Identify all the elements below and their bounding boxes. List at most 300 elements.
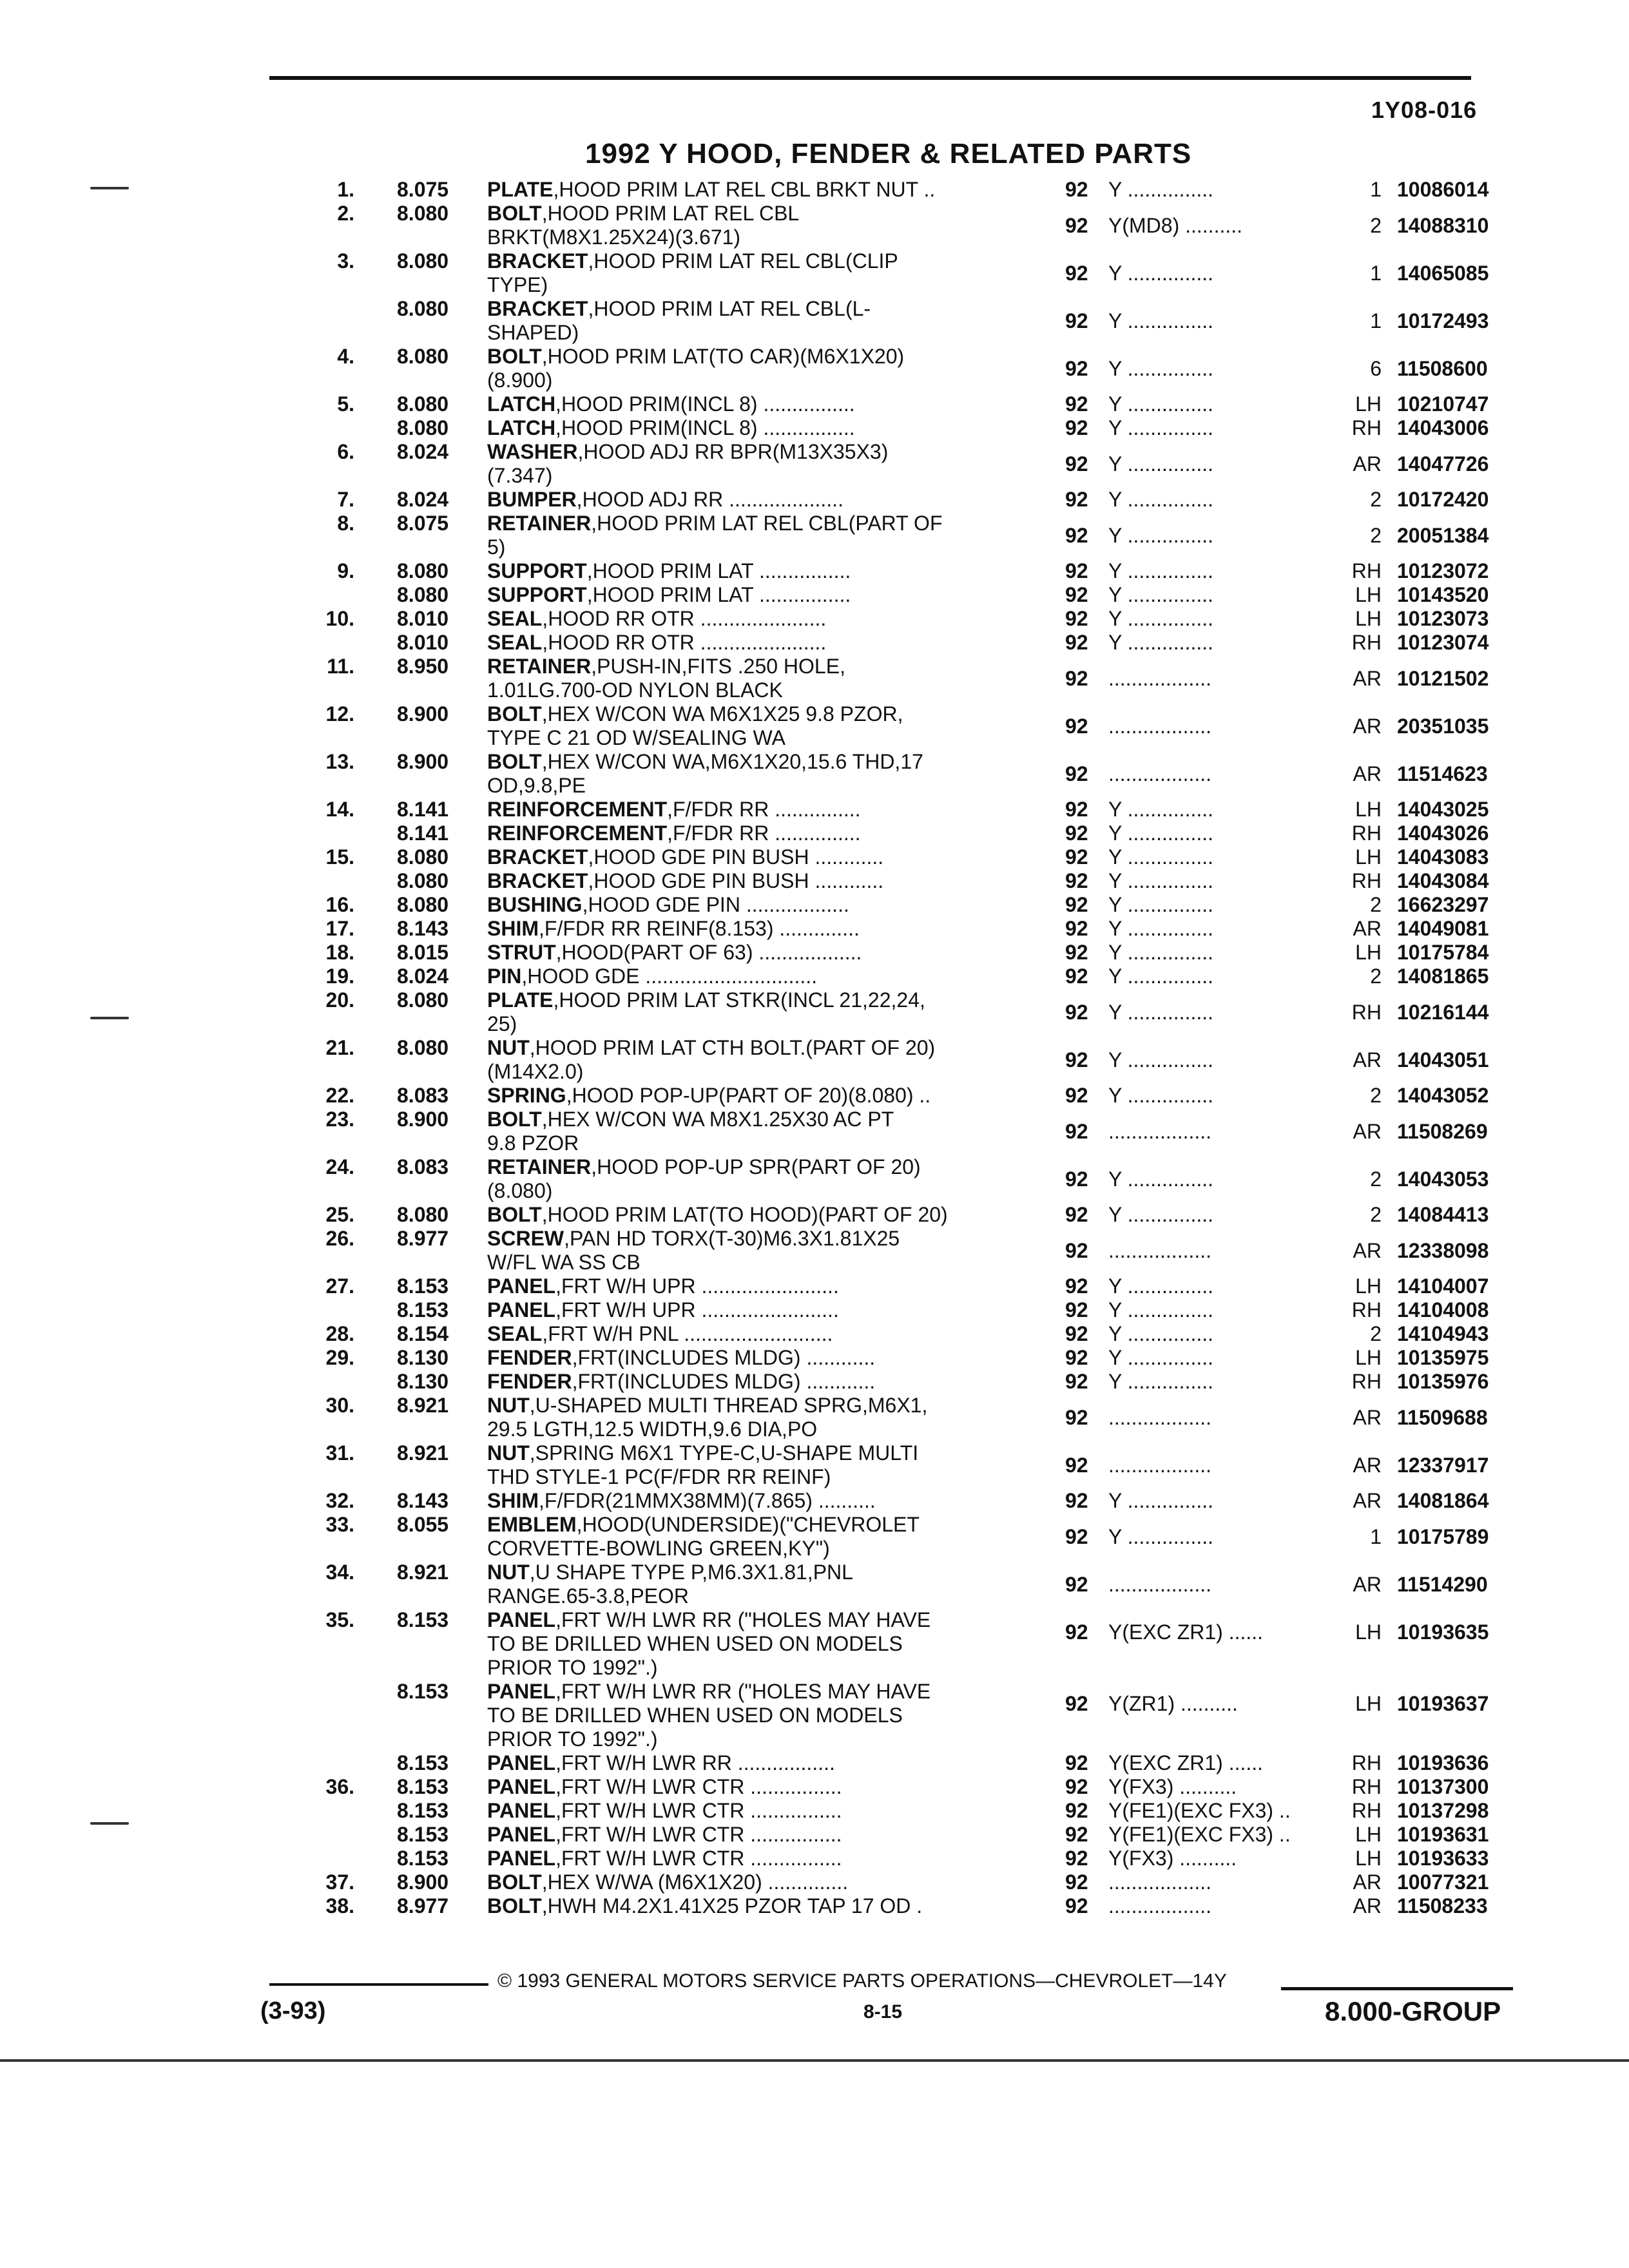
model-code: .................. — [1108, 1572, 1212, 1596]
parts-row — [0, 1203, 1629, 1227]
item-number: 5. — [337, 392, 354, 416]
part-description — [487, 1608, 1041, 1632]
model-year: 92 — [1065, 583, 1088, 606]
parts-row — [0, 750, 1629, 798]
model-code: Y ............... — [1108, 1322, 1214, 1345]
parts-row — [0, 965, 1629, 988]
model-year: 92 — [1065, 822, 1088, 845]
part-number: 11508233 — [1397, 1894, 1488, 1917]
item-number: 36. — [325, 1775, 354, 1798]
part-description — [487, 1108, 1041, 1131]
footer-rule-right — [1281, 1987, 1513, 1990]
item-number: 4. — [337, 345, 354, 368]
quantity: LH — [1355, 583, 1382, 606]
part-number: 10135975 — [1397, 1346, 1489, 1369]
model-code: Y ............... — [1108, 1346, 1214, 1369]
illustration-ref: 8.921 — [397, 1561, 449, 1584]
part-number: 10135976 — [1397, 1370, 1489, 1393]
part-detail: ,HEX W/WA (M6X1X20) .............. — [541, 1870, 849, 1894]
part-number: 14081864 — [1397, 1489, 1489, 1512]
illustration-ref: 8.015 — [397, 941, 449, 964]
part-name: SUPPORT — [487, 583, 587, 606]
part-number: 14049081 — [1397, 917, 1489, 940]
quantity: AR — [1353, 1572, 1382, 1596]
model-year: 92 — [1065, 309, 1088, 332]
part-detail: ,PUSH-IN,FITS .250 HOLE, — [591, 655, 845, 678]
part-description — [487, 1394, 1041, 1418]
quantity: 2 — [1370, 488, 1382, 511]
part-description — [487, 1203, 1041, 1227]
part-detail: ,FRT W/H PNL .......................... — [542, 1322, 833, 1345]
item-number: 20. — [325, 988, 354, 1012]
model-code: Y ............... — [1108, 631, 1214, 654]
item-number: 12. — [325, 702, 354, 726]
illustration-ref: 8.080 — [397, 249, 449, 273]
part-number: 11508600 — [1397, 356, 1488, 380]
model-year: 92 — [1065, 845, 1088, 869]
item-number: 14. — [325, 798, 354, 821]
illustration-ref: 8.921 — [397, 1394, 449, 1417]
model-year: 92 — [1065, 666, 1088, 690]
model-code: Y ............... — [1108, 1167, 1214, 1191]
illustration-ref: 8.024 — [397, 488, 449, 511]
parts-row — [0, 1346, 1629, 1370]
part-name: WASHER — [487, 440, 578, 463]
part-number: 20351035 — [1397, 714, 1489, 738]
item-number: 13. — [325, 750, 354, 773]
part-number: 10172420 — [1397, 488, 1489, 511]
part-name: PANEL — [487, 1847, 556, 1870]
illustration-ref: 8.080 — [397, 583, 449, 606]
model-code: Y(ZR1) .......... — [1108, 1691, 1238, 1715]
model-year: 92 — [1065, 1572, 1088, 1596]
part-number: 10137298 — [1397, 1799, 1489, 1822]
model-code: Y ............... — [1108, 965, 1214, 988]
part-number: 14104007 — [1397, 1274, 1489, 1298]
model-year: 92 — [1065, 1799, 1088, 1822]
item-number: 25. — [325, 1203, 354, 1226]
footer-copyright: © 1993 GENERAL MOTORS SERVICE PARTS OPERATIONS—CHEVROLET—14Y — [497, 1970, 1227, 1992]
part-description — [487, 1322, 1041, 1346]
part-description — [487, 893, 1041, 917]
part-number: 14043052 — [1397, 1084, 1489, 1107]
part-description — [487, 392, 1041, 416]
quantity: LH — [1355, 1620, 1382, 1644]
model-year: 92 — [1065, 488, 1088, 511]
part-detail-continued: (M14X2.0) — [487, 1060, 584, 1083]
part-detail: ,FRT W/H LWR CTR ................ — [555, 1847, 842, 1870]
part-detail: ,HOOD PRIM LAT REL CBL(CLIP — [588, 249, 898, 273]
part-detail: ,HOOD GDE PIN BUSH ............ — [588, 869, 884, 892]
part-description — [487, 965, 1041, 988]
model-year: 92 — [1065, 1000, 1088, 1024]
page-title: 1992 Y HOOD, FENDER & RELATED PARTS — [585, 138, 1192, 169]
part-description — [487, 345, 1041, 369]
model-year: 92 — [1065, 392, 1088, 416]
part-name: PANEL — [487, 1823, 556, 1846]
model-code: .................. — [1108, 714, 1212, 738]
model-code: Y(FE1)(EXC FX3) .. — [1108, 1823, 1291, 1846]
item-number: 11. — [327, 655, 354, 678]
parts-row — [0, 607, 1629, 631]
parts-row — [0, 631, 1629, 655]
illustration-ref: 8.130 — [397, 1346, 449, 1369]
part-detail: ,HOOD PRIM LAT REL CBL(PART OF — [591, 512, 943, 535]
illustration-ref: 8.080 — [397, 416, 449, 439]
quantity: AR — [1353, 1489, 1382, 1512]
part-name: BOLT — [487, 202, 542, 225]
part-name: PANEL — [487, 1799, 556, 1822]
part-name: BOLT — [487, 702, 542, 726]
part-detail: ,FRT(INCLUDES MLDG) ............ — [572, 1370, 876, 1393]
model-year: 92 — [1065, 1119, 1088, 1143]
model-code: Y ............... — [1108, 917, 1214, 940]
part-name: PANEL — [487, 1608, 556, 1631]
model-code: Y ............... — [1108, 1274, 1214, 1298]
part-description — [487, 988, 1041, 1012]
part-name: REINFORCEMENT — [487, 798, 668, 821]
item-number: 31. — [325, 1441, 354, 1465]
illustration-ref: 8.080 — [397, 869, 449, 892]
part-number: 16623297 — [1397, 893, 1489, 916]
model-year: 92 — [1065, 1489, 1088, 1512]
model-year: 92 — [1065, 965, 1088, 988]
part-detail-continued: (7.347) — [487, 464, 553, 487]
quantity: LH — [1355, 392, 1382, 416]
parts-row — [0, 416, 1629, 440]
part-name: SEAL — [487, 607, 543, 630]
part-description — [487, 750, 1041, 774]
item-number: 21. — [325, 1036, 354, 1059]
quantity: RH — [1351, 1370, 1382, 1393]
model-year: 92 — [1065, 1453, 1088, 1477]
part-name: BOLT — [487, 1894, 542, 1917]
part-number: 14081865 — [1397, 965, 1489, 988]
model-code: Y ............... — [1108, 1084, 1214, 1107]
illustration-ref: 8.153 — [397, 1775, 449, 1798]
parts-row — [0, 893, 1629, 917]
illustration-ref: 8.080 — [397, 988, 449, 1012]
part-detail: ,HOOD PRIM LAT STKR(INCL 21,22,24, — [553, 988, 925, 1012]
part-detail: ,HOOD PRIM(INCL 8) ................ — [555, 416, 855, 439]
model-code: .................. — [1108, 1453, 1212, 1477]
model-year: 92 — [1065, 1620, 1088, 1644]
part-name: SCREW — [487, 1227, 564, 1250]
illustration-ref: 8.153 — [397, 1751, 449, 1774]
model-year: 92 — [1065, 1346, 1088, 1369]
part-detail: ,F/FDR(21MMX38MM)(7.865) .......... — [539, 1489, 876, 1512]
part-name: BOLT — [487, 1870, 542, 1894]
item-number: 30. — [325, 1394, 354, 1417]
part-number: 14104008 — [1397, 1298, 1489, 1321]
part-number: 10193631 — [1397, 1823, 1489, 1846]
quantity: AR — [1353, 1048, 1382, 1072]
part-name: BRACKET — [487, 297, 588, 320]
parts-row — [0, 1441, 1629, 1489]
parts-row — [0, 583, 1629, 607]
quantity: LH — [1355, 1847, 1382, 1870]
part-number: 14065085 — [1397, 261, 1489, 285]
quantity: LH — [1355, 607, 1382, 630]
model-year: 92 — [1065, 1084, 1088, 1107]
part-description — [487, 1274, 1041, 1298]
parts-row — [0, 440, 1629, 488]
part-detail-continued: TO BE DRILLED WHEN USED ON MODELS — [487, 1704, 903, 1727]
illustration-ref: 8.080 — [397, 845, 449, 869]
model-year: 92 — [1065, 714, 1088, 738]
part-number: 14104943 — [1397, 1322, 1489, 1345]
model-year: 92 — [1065, 1298, 1088, 1321]
quantity: AR — [1353, 917, 1382, 940]
part-description — [487, 440, 1041, 464]
part-description — [487, 1298, 1041, 1322]
part-name: SEAL — [487, 631, 543, 654]
model-code: Y ............... — [1108, 822, 1214, 845]
model-year: 92 — [1065, 213, 1088, 237]
quantity: AR — [1353, 1405, 1382, 1429]
model-code: Y ............... — [1108, 452, 1214, 476]
part-detail-continued: RANGE.65-3.8,PEOR — [487, 1584, 689, 1608]
quantity: AR — [1353, 1870, 1382, 1894]
model-code: Y ............... — [1108, 356, 1214, 380]
parts-row — [0, 845, 1629, 869]
item-number: 10. — [325, 607, 354, 630]
quantity: LH — [1355, 1346, 1382, 1369]
parts-row — [0, 1513, 1629, 1561]
parts-row — [0, 178, 1629, 202]
model-year: 92 — [1065, 1274, 1088, 1298]
item-number: 15. — [325, 845, 354, 869]
part-name: PANEL — [487, 1775, 556, 1798]
part-number: 14043006 — [1397, 416, 1489, 439]
parts-row — [0, 1799, 1629, 1823]
item-number: 38. — [325, 1894, 354, 1917]
parts-row — [0, 1847, 1629, 1870]
part-detail: ,FRT W/H UPR ........................ — [555, 1298, 839, 1321]
part-description — [487, 655, 1041, 678]
illustration-ref: 8.921 — [397, 1441, 449, 1465]
model-code: Y ............... — [1108, 416, 1214, 439]
part-name: BUSHING — [487, 893, 583, 916]
part-name: PLATE — [487, 178, 554, 201]
part-name: SHIM — [487, 917, 539, 940]
model-year: 92 — [1065, 416, 1088, 439]
quantity: 6 — [1370, 356, 1382, 380]
part-detail: ,FRT W/H LWR RR ................. — [555, 1751, 835, 1774]
quantity: 2 — [1370, 1084, 1382, 1107]
illustration-ref: 8.024 — [397, 965, 449, 988]
quantity: RH — [1351, 416, 1382, 439]
parts-row — [0, 988, 1629, 1036]
illustration-ref: 8.900 — [397, 1870, 449, 1894]
quantity: AR — [1353, 762, 1382, 785]
part-name: BRACKET — [487, 249, 588, 273]
part-description — [487, 1441, 1041, 1465]
parts-row — [0, 869, 1629, 893]
quantity: 1 — [1370, 261, 1382, 285]
part-detail: ,HOOD PRIM LAT ................ — [586, 583, 851, 606]
illustration-ref: 8.075 — [397, 512, 449, 535]
part-description — [487, 1799, 1041, 1823]
model-year: 92 — [1065, 1823, 1088, 1846]
parts-row — [0, 1298, 1629, 1322]
illustration-ref: 8.083 — [397, 1084, 449, 1107]
illustration-ref: 8.153 — [397, 1847, 449, 1870]
model-year: 92 — [1065, 1048, 1088, 1072]
part-name: RETAINER — [487, 655, 592, 678]
item-number: 17. — [325, 917, 354, 940]
part-number: 10210747 — [1397, 392, 1489, 416]
part-name: PANEL — [487, 1680, 556, 1703]
parts-row — [0, 1608, 1629, 1680]
part-number: 20051384 — [1397, 523, 1489, 547]
model-year: 92 — [1065, 607, 1088, 630]
part-name: RETAINER — [487, 512, 592, 535]
parts-row — [0, 1108, 1629, 1155]
illustration-ref: 8.153 — [397, 1298, 449, 1321]
model-year: 92 — [1065, 1775, 1088, 1798]
item-number: 6. — [337, 440, 354, 463]
part-name: LATCH — [487, 416, 556, 439]
parts-row — [0, 1561, 1629, 1608]
part-description — [487, 1370, 1041, 1394]
footer-date: (3-93) — [260, 1997, 326, 2024]
part-description — [487, 202, 1041, 226]
quantity: RH — [1351, 1000, 1382, 1024]
illustration-ref: 8.080 — [397, 202, 449, 225]
illustration-ref: 8.010 — [397, 631, 449, 654]
model-code: Y ............... — [1108, 941, 1214, 964]
part-description — [487, 631, 1041, 655]
part-number: 10193637 — [1397, 1691, 1489, 1715]
item-number: 35. — [325, 1608, 354, 1631]
part-description — [487, 249, 1041, 273]
quantity: RH — [1351, 1298, 1382, 1321]
model-code: Y ............... — [1108, 869, 1214, 892]
part-number: 10086014 — [1397, 178, 1489, 201]
model-code: Y ............... — [1108, 1370, 1214, 1393]
item-number: 23. — [325, 1108, 354, 1131]
part-detail-continued: 9.8 PZOR — [487, 1131, 579, 1155]
part-number: 14043083 — [1397, 845, 1489, 869]
part-number: 14047726 — [1397, 452, 1489, 476]
part-name: PIN — [487, 965, 522, 988]
parts-row — [0, 917, 1629, 941]
parts-row — [0, 1274, 1629, 1298]
part-description — [487, 1227, 1041, 1251]
model-code: Y(EXC ZR1) ...... — [1108, 1620, 1264, 1644]
part-detail: ,PAN HD TORX(T-30)M6.3X1.81X25 — [564, 1227, 900, 1250]
part-description — [487, 1155, 1041, 1179]
part-detail: ,SPRING M6X1 TYPE-C,U-SHAPE MULTI — [529, 1441, 919, 1465]
part-description — [487, 1751, 1041, 1775]
part-number: 10216144 — [1397, 1000, 1489, 1024]
model-code: Y ............... — [1108, 1048, 1214, 1072]
model-code: Y ............... — [1108, 1000, 1214, 1024]
part-name: LATCH — [487, 392, 556, 416]
model-code: Y ............... — [1108, 798, 1214, 821]
parts-row — [0, 297, 1629, 345]
quantity: RH — [1351, 1799, 1382, 1822]
part-detail: ,FRT W/H LWR CTR ................ — [555, 1823, 842, 1846]
model-code: Y ............... — [1108, 1524, 1214, 1548]
part-number: 14043084 — [1397, 869, 1489, 892]
model-year: 92 — [1065, 1203, 1088, 1226]
illustration-ref: 8.080 — [397, 1036, 449, 1059]
part-description — [487, 917, 1041, 941]
doc-id: 1Y08-016 — [1371, 97, 1478, 123]
part-name: BOLT — [487, 345, 542, 368]
illustration-ref: 8.080 — [397, 1203, 449, 1226]
illustration-ref: 8.080 — [397, 345, 449, 368]
part-detail-continued: THD STYLE-1 PC(F/FDR RR REINF) — [487, 1465, 831, 1488]
model-code: Y ............... — [1108, 488, 1214, 511]
parts-row — [0, 1227, 1629, 1274]
model-code: Y ............... — [1108, 1489, 1214, 1512]
parts-row — [0, 559, 1629, 583]
part-name: NUT — [487, 1036, 530, 1059]
model-year: 92 — [1065, 762, 1088, 785]
model-code: Y(FX3) .......... — [1108, 1775, 1237, 1798]
parts-row — [0, 1870, 1629, 1894]
part-detail: ,HOOD PRIM LAT REL CBL BRKT NUT .. — [553, 178, 936, 201]
part-detail-continued: 1.01LG.700-OD NYLON BLACK — [487, 678, 783, 702]
model-code: Y(FX3) .......... — [1108, 1847, 1237, 1870]
parts-row — [0, 1680, 1629, 1751]
part-detail-continued: (8.900) — [487, 369, 553, 392]
quantity: RH — [1351, 1751, 1382, 1774]
part-detail: ,U-SHAPED MULTI THREAD SPRG,M6X1, — [529, 1394, 928, 1417]
item-number: 22. — [325, 1084, 354, 1107]
parts-row — [0, 1775, 1629, 1799]
part-number: 10172493 — [1397, 309, 1489, 332]
illustration-ref: 8.153 — [397, 1680, 449, 1703]
part-number: 10123072 — [1397, 559, 1489, 582]
part-detail: ,F/FDR RR REINF(8.153) .............. — [539, 917, 860, 940]
parts-row — [0, 488, 1629, 512]
model-year: 92 — [1065, 1894, 1088, 1917]
model-code: .................. — [1108, 1238, 1212, 1262]
part-detail: ,HOOD PRIM(INCL 8) ................ — [555, 392, 855, 416]
illustration-ref: 8.977 — [397, 1227, 449, 1250]
quantity: 2 — [1370, 213, 1382, 237]
part-name: BOLT — [487, 750, 542, 773]
part-detail: ,FRT(INCLUDES MLDG) ............ — [572, 1346, 876, 1369]
part-description — [487, 416, 1041, 440]
illustration-ref: 8.977 — [397, 1894, 449, 1917]
part-detail: ,FRT W/H LWR CTR ................ — [555, 1775, 842, 1798]
item-number: 32. — [325, 1489, 354, 1512]
illustration-ref: 8.080 — [397, 392, 449, 416]
illustration-ref: 8.153 — [397, 1274, 449, 1298]
quantity: AR — [1353, 714, 1382, 738]
part-detail: ,HOOD PRIM LAT CTH BOLT.(PART OF 20) — [529, 1036, 936, 1059]
item-number: 7. — [337, 488, 354, 511]
parts-row — [0, 1823, 1629, 1847]
quantity: 1 — [1370, 1524, 1382, 1548]
quantity: 2 — [1370, 893, 1382, 916]
part-name: EMBLEM — [487, 1513, 577, 1536]
part-name: PANEL — [487, 1274, 556, 1298]
part-number: 10175784 — [1397, 941, 1489, 964]
part-detail: ,HEX W/CON WA,M6X1X20,15.6 THD,17 — [541, 750, 923, 773]
illustration-ref: 8.900 — [397, 750, 449, 773]
parts-row — [0, 822, 1629, 845]
part-description — [487, 1894, 1041, 1918]
item-number: 26. — [325, 1227, 354, 1250]
part-name: RETAINER — [487, 1155, 592, 1178]
item-number: 37. — [325, 1870, 354, 1894]
